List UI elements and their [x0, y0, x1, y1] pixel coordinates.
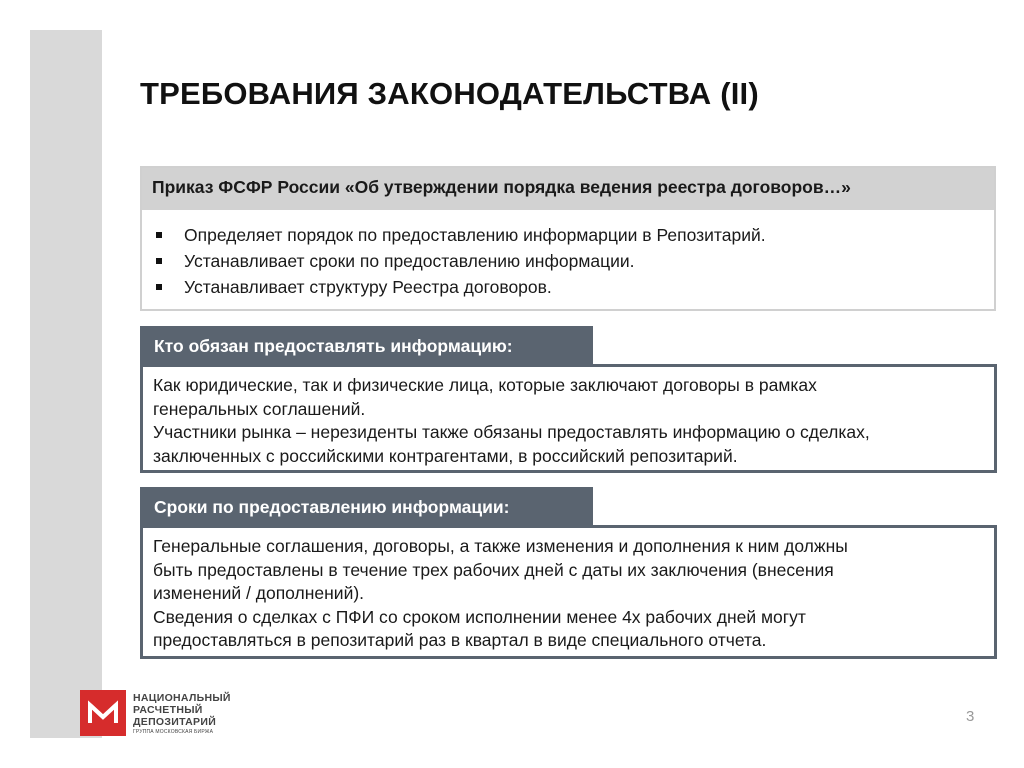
order-box-heading: Приказ ФСФР России «Об утверждении порядка ведения реестра договоров…»: [142, 168, 994, 210]
deadlines-section-heading: Сроки по предоставлению информации:: [140, 487, 593, 527]
bullet-text: Устанавливает сроки по предоставлению информации.: [184, 251, 635, 271]
deadline-line: Генеральные соглашения, договоры, а также изменения и дополнения к ним должны: [153, 536, 848, 556]
deadline-line: изменений / дополнений).: [153, 583, 365, 603]
logo-subtitle: ГРУППА МОСКОВСКАЯ БИРЖА: [133, 729, 214, 735]
who-line: Как юридические, так и физические лица, которые заключают договоры в рамках: [153, 375, 817, 395]
list-item: [156, 248, 994, 274]
list-item: [156, 274, 994, 300]
who-section-heading: Кто обязан предоставлять информацию:: [140, 326, 593, 366]
company-logo-text: [133, 692, 231, 736]
order-box: [140, 166, 996, 311]
who-line: заключенных с российскими контрагентами, в российский репозитарий.: [153, 445, 738, 466]
moex-logo-icon: [80, 690, 126, 736]
bullet-text: Устанавливает структуру Реестра договоров.: [184, 277, 552, 297]
who-line: генеральных соглашений.: [153, 398, 366, 419]
deadline-line: быть предоставлены в течение трех рабочих дней с даты их заключения (внесения: [153, 559, 834, 580]
deadlines-section-box: [140, 525, 997, 659]
deadline-line: предоставляться в репозитарий раз в квартал в виде специального отчета.: [153, 630, 767, 650]
logo-line: РАСЧЕТНЫЙ: [133, 704, 203, 716]
logo-line: НАЦИОНАЛЬНЫЙ: [133, 692, 231, 704]
order-bullet-list: [142, 210, 994, 300]
deadline-line: Сведения о сделках с ПФИ со сроком исполнении менее 4х рабочих дней могут: [153, 606, 806, 627]
square-bullet-icon: [156, 232, 162, 238]
logo-line: ДЕПОЗИТАРИЙ: [133, 716, 217, 728]
square-bullet-icon: [156, 258, 162, 264]
list-item: [156, 222, 994, 248]
who-section-box: [140, 364, 997, 473]
slide-title: ТРЕБОВАНИЯ ЗАКОНОДАТЕЛЬСТВА (II): [140, 76, 759, 111]
page-number: 3: [966, 708, 975, 725]
who-line: Участники рынка – нерезиденты также обязаны предоставлять информацию о сделках,: [153, 422, 870, 442]
square-bullet-icon: [156, 284, 162, 290]
left-decorative-bar: [30, 30, 102, 738]
bullet-text: Определяет порядок по предоставлению информарции в Репозитарий.: [184, 225, 766, 245]
